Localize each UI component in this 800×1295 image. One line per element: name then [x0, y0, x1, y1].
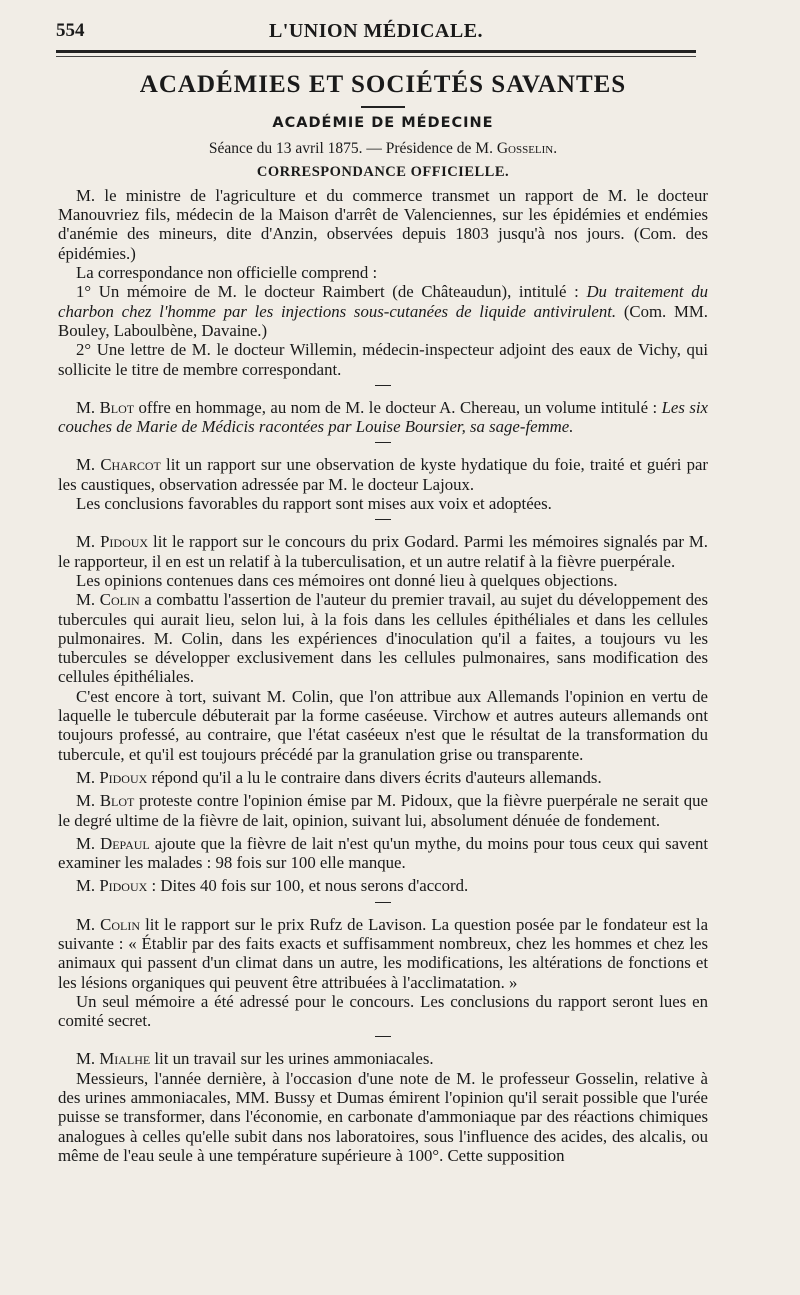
- text: M.: [76, 791, 100, 811]
- speaker-name: Blot: [99, 791, 135, 811]
- text: répond qu'il a lu le contraire dans divers écrits d'auteurs allemands.: [147, 767, 602, 787]
- paragraph: Les opinions contenues dans ces mémoires ont donné lieu à quelques objections.: [76, 570, 618, 590]
- text: M.: [76, 532, 101, 552]
- text: M.: [76, 767, 100, 787]
- article-body: [58, 66, 708, 1165]
- text: lit le rapport sur le prix Rufz de Lavison. La question posée par le fondateur est la suivante : « Établir par des faits exacts et suffisamment nombreux, chez les hommes et chez les animaux qui passent d'un climat dans un autre, les modifications, les altérations de fonctions et les lésions organiques qui peuvent être attribuées à l'acclimatation. »: [58, 914, 709, 992]
- separator: [375, 385, 391, 394]
- speaker-name: Charcot: [100, 455, 161, 475]
- page-number: 554: [56, 20, 85, 41]
- text: lit un travail sur les urines ammoniacales.: [150, 1049, 434, 1069]
- work-title: Les six couches de Marie de Médicis racontées par Louise Boursier, sa sage-femme.: [58, 397, 708, 437]
- running-title: L'UNION MÉDICALE.: [268, 20, 484, 42]
- separator: [375, 442, 391, 451]
- paragraph: [58, 398, 708, 437]
- paragraph: [58, 455, 708, 494]
- separator: [375, 519, 391, 528]
- section-title: ACADÉMIE DE MÉDECINE: [272, 115, 494, 131]
- text: M.: [76, 914, 101, 934]
- paragraph: C'est encore à tort, suivant M. Colin, que l'on attribue aux Allemands l'opinion en vertu de laquelle le tubercule débuterait par la forme caséeuse. Virchow et autres auteurs allemands ont toujours professé, au contraire, que l'état caséeux n'est que le résultat de la transformation du tubercule, et qu'il est toujours précédé par la granulation grise ou transparente.: [58, 686, 708, 764]
- work-title: Du traitement du charbon chez l'homme par les injections sous-cutanées de liquide antivirulent.: [58, 282, 708, 321]
- text: lit le rapport sur le concours du prix Godard. Parmi les mémoires signalés par M. le rapporteur, il en est un relatif à la tuberculisation, et un autre relatif à la fièvre puerpérale.: [58, 532, 709, 571]
- seance-president: Gosselin: [496, 140, 554, 158]
- speaker-name: Colin: [99, 590, 140, 610]
- speaker-name: Blot: [99, 397, 135, 417]
- text: offre en hommage, au nom de M. le docteur A. Chereau, un volume intitulé :: [134, 397, 662, 417]
- text: M.: [76, 590, 100, 610]
- paragraph: M. le ministre de l'agriculture et du commerce transmet un rapport de M. le docteur Manouvriez fils, médecin de la Maison d'arrêt de Valenciennes, sur les épidémies et endémies d'anémie des mineurs, dite d'Anzin, observées depuis 1803 jusqu'à nos jours. (Com. des épidémies.): [58, 185, 708, 263]
- text: M.: [76, 876, 100, 896]
- paragraph: [58, 834, 708, 873]
- text: : Dites 40 fois sur 100, et nous serons d'accord.: [147, 876, 469, 896]
- text: lit un rapport sur une observation de kyste hydatique du foie, traité et guéri par les caustiques, observation adressée par M. le docteur Lajoux.: [58, 455, 708, 494]
- paragraph: Messieurs, l'année dernière, à l'occasion d'une note de M. le professeur Gosselin, relative à des urines ammoniacales, MM. Bussy et Dumas émirent l'opinion qu'il serait possible que l'urée puisse se transformer, dans l'économie, en carbonate d'ammoniaque par des réactions chimiques analogues à celles qu'elle subit dans nos laboratoires, sous l'influence des acides, des alcalis, ou même de l'eau seule à une température supérieure à 100°. Cette supposition: [58, 1068, 708, 1165]
- text: 1° Un mémoire de M. le docteur Raimbert (de Châteaudun), intitulé :: [76, 282, 587, 302]
- seance-line: [58, 139, 708, 158]
- speaker-name: Mialhe: [99, 1049, 151, 1069]
- paragraph: [58, 876, 708, 895]
- text: a combattu l'assertion de l'auteur du premier travail, au sujet du développement des tubercules qui aurait lieu, selon lui, à la fois dans les cellules épithéliales et dans les cellules pulmonaires. M. Colin, dans les expériences d'inoculation qu'il a faites, a toujours vu les tubercules se développer exclusivement dans les cellules pulmonaires, sans modification des cellules épithéliales.: [58, 590, 709, 687]
- separator: [375, 1036, 391, 1045]
- speaker-name: Depaul: [100, 833, 150, 853]
- correspondance-title: CORRESPONDANCE OFFICIELLE.: [256, 163, 510, 180]
- text: proteste contre l'opinion émise par M. Pidoux, que la fièvre puerpérale ne serait que le degré ultime de la fièvre de lait, opinion, suivant lui, absolument dénuée de fondement.: [58, 791, 709, 830]
- running-head: [56, 18, 696, 48]
- paragraph: [58, 791, 708, 830]
- seance-suffix: .: [553, 140, 558, 158]
- text: M.: [76, 833, 101, 853]
- seance-text: Séance du 13 avril 1875. — Présidence de M.: [208, 140, 497, 158]
- text: M.: [76, 455, 101, 475]
- text: (Com. MM. Bouley, Laboulbène, Davaine.): [58, 301, 708, 340]
- main-title: ACADÉMIES ET SOCIÉTÉS SAVANTES: [139, 71, 627, 98]
- speaker-name: Colin: [100, 914, 141, 934]
- paragraph: Les conclusions favorables du rapport sont mises aux voix et adoptées.: [76, 494, 552, 514]
- text: M.: [76, 1049, 100, 1069]
- separator: [375, 902, 391, 911]
- speaker-name: Pidoux: [99, 767, 148, 787]
- header-rule-thin: [56, 56, 696, 57]
- paragraph: La correspondance non officielle comprend :: [76, 263, 378, 283]
- text: ajoute que la fièvre de lait n'est qu'un mythe, du moins pour tous ceux qui savent examiner les malades : 98 fois sur 100 elle manque.: [58, 833, 709, 873]
- header-rule: [56, 50, 696, 53]
- paragraph: 2° Une lettre de M. le docteur Willemin, médecin-inspecteur adjoint des eaux de Vichy, qui sollicite le titre de membre correspondant.: [58, 340, 708, 379]
- paragraph: Un seul mémoire a été adressé pour le concours. Les conclusions du rapport seront lues en comité secret.: [58, 991, 708, 1031]
- paragraph: [58, 282, 708, 340]
- paragraph: [58, 590, 708, 686]
- title-rule: [361, 106, 405, 108]
- speaker-name: Pidoux: [99, 876, 148, 896]
- paragraph: [58, 768, 708, 787]
- paragraph: [58, 532, 708, 571]
- paragraph: [58, 915, 708, 992]
- text: M.: [76, 397, 100, 417]
- speaker-name: Pidoux: [100, 532, 149, 552]
- paragraph: [58, 1049, 708, 1068]
